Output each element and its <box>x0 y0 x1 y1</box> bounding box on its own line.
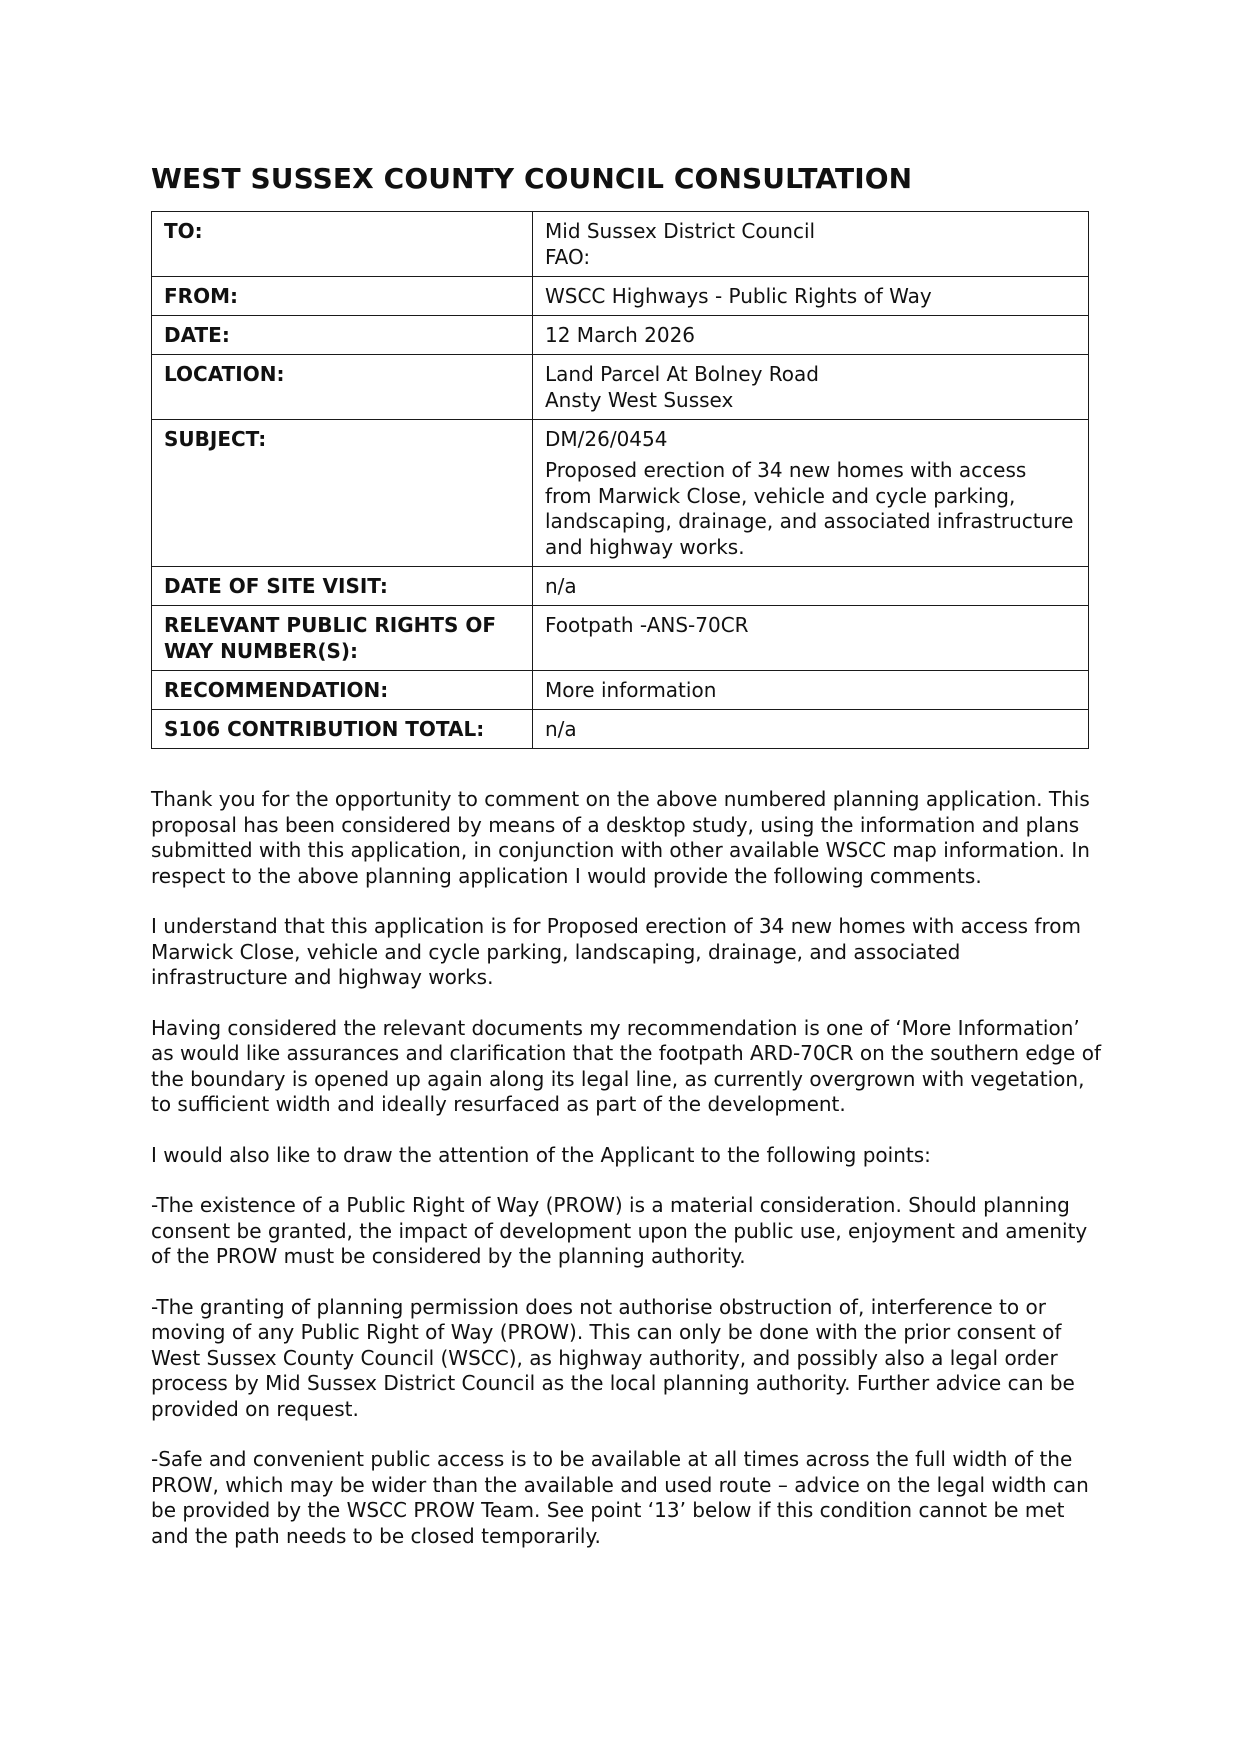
recipient-council: Mid Sussex District Council <box>545 219 816 243</box>
table-row-s106 <box>152 710 1089 749</box>
point-safe-access: -Safe and convenient public access is to be available at all times across the full width of the PROW, which may be wider than the available and used route – advice on the legal width can be provided by the WSCC PROW Team. See point ‘13’ below if this condition cannot be met and the path needs to be closed temporarily. <box>151 1447 1089 1548</box>
consultation-details-table <box>151 211 1089 749</box>
applicant-attention-paragraph: I would also like to draw the attention of the Applicant to the following points: <box>151 1142 931 1167</box>
application-summary-paragraph: I understand that this application is for Proposed erection of 34 new homes with access from Marwick Close, vehicle and cycle parking, landscaping, drainage, and associated infrastructure and highway works. <box>151 914 1081 989</box>
table-row-date <box>152 316 1089 355</box>
to-label: TO: <box>152 212 533 277</box>
table-row-location <box>152 355 1089 420</box>
letter-body <box>151 787 1101 1574</box>
s106-value: n/a <box>533 710 1089 749</box>
table-row-from <box>152 277 1089 316</box>
prow-numbers-value: Footpath -ANS-70CR <box>533 606 1089 671</box>
table-row-to <box>152 212 1089 277</box>
prow-numbers-label: RELEVANT PUBLIC RIGHTS OF WAY NUMBER(S): <box>152 606 533 671</box>
intro-paragraph: Thank you for the opportunity to comment on the above numbered planning application. This proposal has been considered by means of a desktop study, using the information and plans submitted with this application, in conjunction with other available WSCC map information. In respect to the above planning application I would provide the following comments. <box>151 787 1090 888</box>
recommendation-value: More information <box>533 671 1089 710</box>
table-row-prow-numbers <box>152 606 1089 671</box>
site-visit-value: n/a <box>533 567 1089 606</box>
table-row-recommendation <box>152 671 1089 710</box>
application-reference: DM/26/0454 <box>545 427 668 451</box>
recipient-fao: FAO: <box>545 245 591 269</box>
to-value <box>533 212 1089 277</box>
subject-value <box>533 420 1089 567</box>
location-value <box>533 355 1089 420</box>
location-line-1: Land Parcel At Bolney Road <box>545 362 819 386</box>
s106-label: S106 CONTRIBUTION TOTAL: <box>152 710 533 749</box>
point-material-consideration: -The existence of a Public Right of Way (PROW) is a material consideration. Should planning consent be granted, the impact of development upon the public use, enjoyment and amenity of the PROW must be considered by the planning authority. <box>151 1193 1088 1268</box>
site-visit-label: DATE OF SITE VISIT: <box>152 567 533 606</box>
from-label: FROM: <box>152 277 533 316</box>
point-no-obstruction: -The granting of planning permission does not authorise obstruction of, interference to or moving of any Public Right of Way (PROW). This can only be done with the prior consent of West Sussex County Council (WSCC), as highway authority, and possibly also a legal order process by Mid Sussex District Council as the local planning authority. Further advice can be provided on request. <box>151 1294 1075 1421</box>
application-description: Proposed erection of 34 new homes with access from Marwick Close, vehicle and cycle parking, landscaping, drainage, and associated infrastructure and highway works. <box>545 458 1074 559</box>
recommendation-paragraph: Having considered the relevant documents my recommendation is one of ‘More Information’ as would like assurances and clarification that the footpath ARD-70CR on the southern edge of the boundary is opened up again along its legal line, as currently overgrown with vegetation, to sufficient width and ideally resurfaced as part of the development. <box>151 1015 1101 1116</box>
location-label: LOCATION: <box>152 355 533 420</box>
location-line-2: Ansty West Sussex <box>545 388 734 412</box>
date-value: 12 March 2026 <box>533 316 1089 355</box>
date-label: DATE: <box>152 316 533 355</box>
table-row-site-visit <box>152 567 1089 606</box>
from-value: WSCC Highways - Public Rights of Way <box>533 277 1089 316</box>
page-title: WEST SUSSEX COUNTY COUNCIL CONSULTATION <box>151 162 913 195</box>
table-row-subject <box>152 420 1089 567</box>
subject-label: SUBJECT: <box>152 420 533 567</box>
recommendation-label: RECOMMENDATION: <box>152 671 533 710</box>
